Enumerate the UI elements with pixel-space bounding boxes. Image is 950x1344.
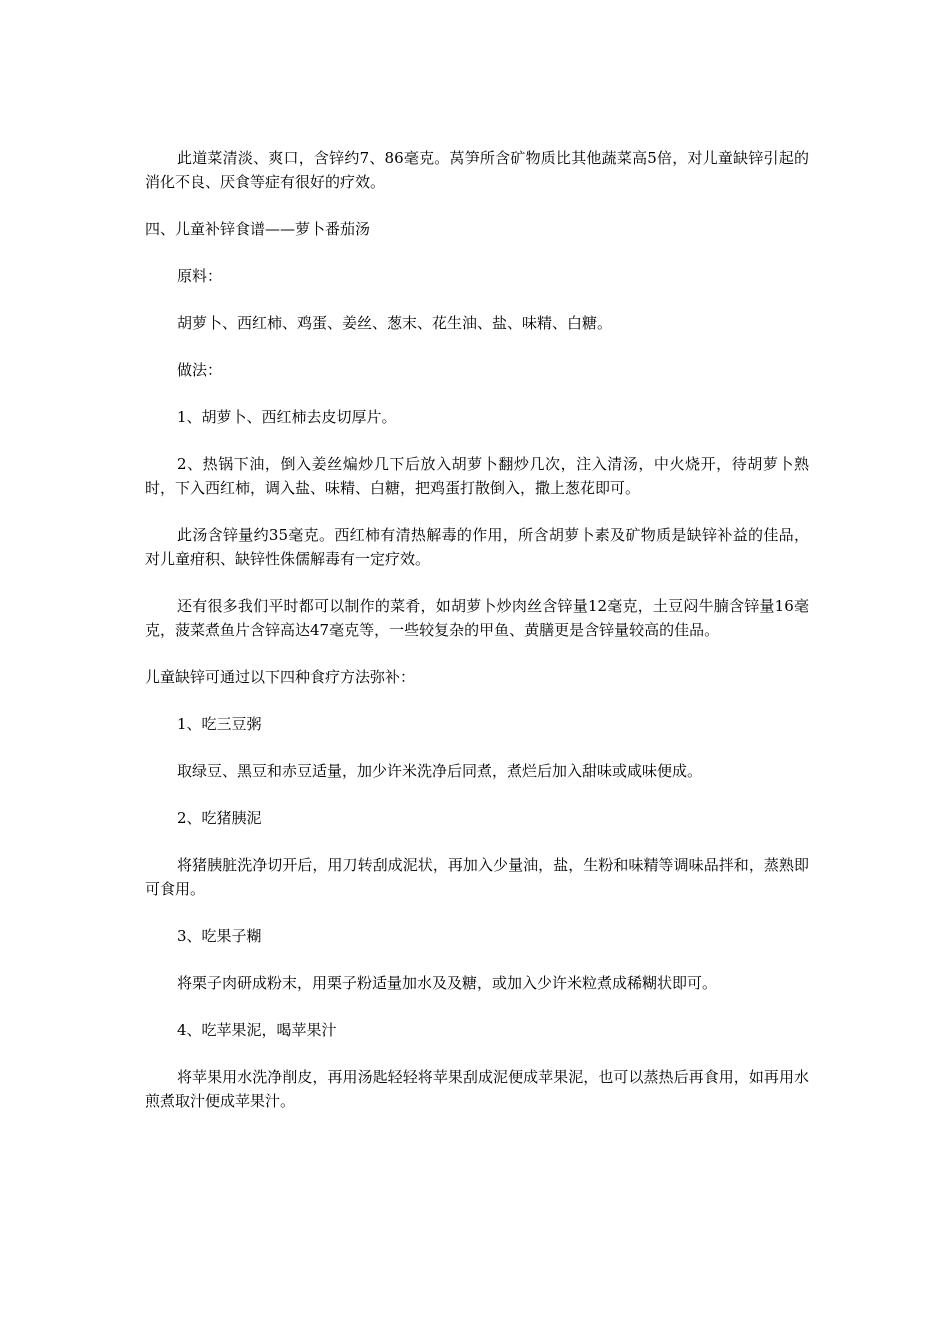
paragraph-other-dishes: 还有很多我们平时都可以制作的菜肴，如胡萝卜炒肉丝含锌量12毫克，土豆闷牛腩含锌量16毫克，菠菜煮鱼片含锌高达47毫克等，一些较复杂的甲鱼、黄膳更是含锌量较高的佳品。 <box>145 597 809 639</box>
remedy-2-description: 将猪胰脏洗净切开后，用刀转刮成泥状，再加入少量油，盐，生粉和味精等调味品拌和，蒸熟即可食用。 <box>145 856 809 898</box>
remedy-1-title: 1、吃三豆粥 <box>177 715 262 733</box>
remedy-1-description: 取绿豆、黑豆和赤豆适量，加少许米洗净后同煮，煮烂后加入甜味或咸味便成。 <box>177 762 703 780</box>
paragraph-lettuce-summary: 此道菜清淡、爽口，含锌约7、86毫克。莴笋所含矿物质比其他蔬菜高5倍，对儿童缺锌引起的消化不良、厌食等症有很好的疗效。 <box>145 149 809 191</box>
paragraph-soup-summary: 此汤含锌量约35毫克。西红柿有清热解毒的作用，所含胡萝卜素及矿物质是缺锌补益的佳品，对儿童疳积、缺锌性侏儒解毒有一定疗效。 <box>145 526 809 568</box>
method-step-1: 1、胡萝卜、西红柿去皮切厚片。 <box>177 408 397 426</box>
section-heading-radish-tomato-soup: 四、儿童补锌食谱——萝卜番茄汤 <box>145 220 371 238</box>
ingredients-list: 胡萝卜、西红柿、鸡蛋、姜丝、葱末、花生油、盐、味精、白糖。 <box>177 314 613 332</box>
document-body <box>145 146 809 1136</box>
remedy-3-title: 3、吃果子糊 <box>177 927 262 945</box>
remedy-2-title: 2、吃猪胰泥 <box>177 809 262 827</box>
section-heading-four-remedies: 儿童缺锌可通过以下四种食疗方法弥补： <box>145 668 416 686</box>
method-label: 做法： <box>177 361 223 379</box>
ingredients-label: 原料： <box>177 267 223 285</box>
remedy-3-description: 将栗子肉研成粉末，用栗子粉适量加水及及糖，或加入少许米粒煮成稀糊状即可。 <box>177 974 718 992</box>
remedy-4-description: 将苹果用水洗净削皮，再用汤匙轻轻将苹果刮成泥便成苹果泥，也可以蒸热后再食用，如再用水煎煮取汁便成苹果汁。 <box>145 1068 809 1110</box>
remedy-4-title: 4、吃苹果泥，喝苹果汁 <box>177 1021 337 1039</box>
method-step-2: 2、热锅下油，倒入姜丝煸炒几下后放入胡萝卜翻炒几次，注入清汤，中火烧开，待胡萝卜熟时，下入西红柿，调入盐、味精、白糖，把鸡蛋打散倒入，撒上葱花即可。 <box>145 455 809 497</box>
